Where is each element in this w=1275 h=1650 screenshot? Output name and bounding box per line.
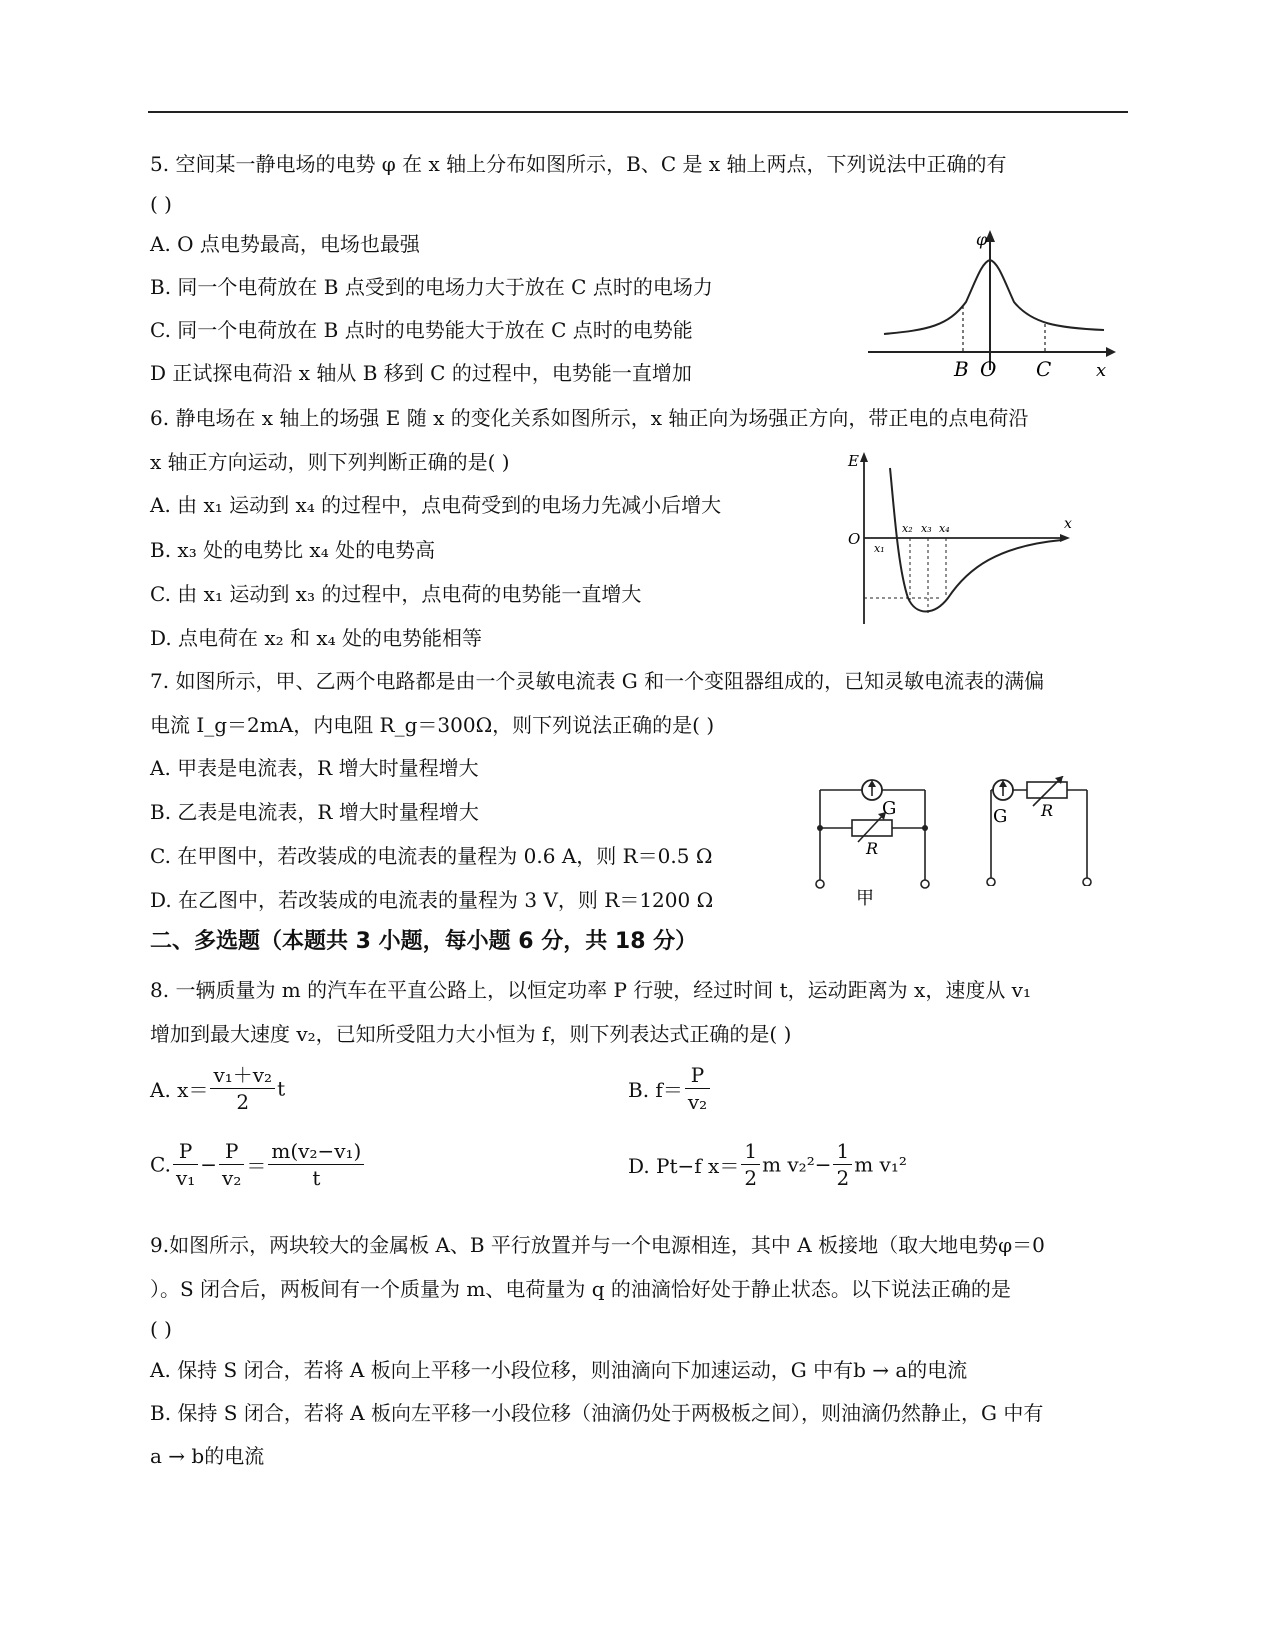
q8-d-suffix: m v₁² xyxy=(854,1152,907,1177)
q9-stem-line3: ( ) xyxy=(150,1317,172,1341)
q6-fig-o-label: O xyxy=(848,530,861,548)
q5-fig-o-label: O xyxy=(980,357,997,380)
q8-b-denominator: v₂ xyxy=(687,1090,708,1114)
q7-option-a: A. 甲表是电流表，R 增大时量程增大 xyxy=(150,756,479,780)
q7-jia-r-label: R xyxy=(866,839,879,858)
q9-stem-line1: 9.如图所示，两块较大的金属板 A、B 平行放置并与一个电源相连，其中 A 板接地（取大地电势φ＝0 xyxy=(150,1233,1045,1257)
q8-d-prefix: D. Pt−f x＝ xyxy=(628,1154,740,1178)
q8-c-fraction-1 xyxy=(173,1138,198,1191)
q5-option-c: C. 同一个电荷放在 B 点时的电势能大于放在 C 点时的电势能 xyxy=(150,318,693,342)
q6-stem-line2: x 轴正方向运动，则下列判断正确的是( ) xyxy=(150,450,510,474)
q7-circuit-yi xyxy=(975,776,1115,890)
q8-b-numerator: P xyxy=(685,1062,710,1089)
q6-option-b: B. x₃ 处的电势比 x₄ 处的电势高 xyxy=(150,538,436,562)
q6-option-d: D. 点电荷在 x₂ 和 x₄ 处的电势能相等 xyxy=(150,626,483,650)
q6-stem-line1: 6. 静电场在 x 轴上的场强 E 随 x 的变化关系如图所示，x 轴正向为场强正方向，带正电的点电荷沿 xyxy=(150,406,1029,430)
q8-c-numerator-1: P xyxy=(173,1138,198,1165)
q8-a-fraction xyxy=(210,1062,275,1115)
q7-yi-g-label: G xyxy=(993,806,1008,827)
q8-c-fraction-3 xyxy=(268,1138,364,1191)
q5-stem-line2: ( ) xyxy=(150,192,172,216)
q5-option-a: A. O 点电势最高，电场也最强 xyxy=(150,232,420,256)
q5-fig-c-label: C xyxy=(1036,357,1052,380)
q8-a-denominator: 2 xyxy=(236,1090,250,1114)
q5-fig-b-label: B xyxy=(954,357,969,380)
q7-jia-caption: 甲 xyxy=(856,888,874,906)
q5-option-d: D 正试探电荷沿 x 轴从 B 移到 C 的过程中，电势能一直增加 xyxy=(150,361,692,385)
q8-d-denominator-1: 2 xyxy=(744,1166,758,1190)
q6-option-c: C. 由 x₁ 运动到 x₃ 的过程中，点电荷的电势能一直增大 xyxy=(150,582,642,606)
q8-option-a xyxy=(150,1062,285,1115)
q8-c-minus: − xyxy=(200,1152,218,1177)
q8-c-equals: ＝ xyxy=(246,1154,267,1178)
q6-option-a: A. 由 x₁ 运动到 x₄ 的过程中，点电荷受到的电场力先减小后增大 xyxy=(150,493,722,517)
q8-c-denominator-2: v₂ xyxy=(222,1166,242,1190)
q8-b-prefix: B. f＝ xyxy=(628,1078,683,1102)
q7-option-d: D. 在乙图中，若改装成的电流表的量程为 3 V，则 R＝1200 Ω xyxy=(150,888,714,912)
q8-stem-line1: 8. 一辆质量为 m 的汽车在平直公路上，以恒定功率 P 行驶，经过时间 t，运动距离为 x，速度从 v₁ xyxy=(150,978,1031,1002)
q8-stem-line2: 增加到最大速度 v₂，已知所受阻力大小恒为 f，则下列表达式正确的是( ) xyxy=(150,1022,792,1046)
q7-jia-g-label: G xyxy=(882,798,897,819)
q7-option-b: B. 乙表是电流表，R 增大时量程增大 xyxy=(150,800,479,824)
q8-c-prefix: C. xyxy=(150,1152,171,1177)
q8-c-numerator-2: P xyxy=(219,1138,244,1165)
q9-option-a: A. 保持 S 闭合，若将 A 板向上平移一小段位移，则油滴向下加速运动，G 中有b → a的电流 xyxy=(150,1358,968,1382)
q8-c-denominator-3: t xyxy=(312,1166,321,1190)
q8-a-suffix: t xyxy=(277,1076,286,1101)
q8-d-numerator-1: 1 xyxy=(741,1138,760,1165)
q6-fig-x4-label: x₄ xyxy=(939,522,950,535)
q7-stem-line2: 电流 I_g＝2mA，内电阻 R_g＝300Ω，则下列说法正确的是( ) xyxy=(150,713,715,737)
header-rule xyxy=(148,111,1128,113)
q9-option-b-line1: B. 保持 S 闭合，若将 A 板向左平移一小段位移（油滴仍处于两极板之间），则油滴仍然静止，G 中有 xyxy=(150,1401,1044,1425)
q8-d-middle: m v₂²− xyxy=(762,1152,832,1177)
q6-field-figure xyxy=(838,448,1078,632)
q8-d-denominator-2: 2 xyxy=(836,1166,850,1190)
q8-d-numerator-2: 1 xyxy=(833,1138,852,1165)
q5-fig-phi-label: φ xyxy=(976,230,988,249)
q7-yi-r-label: R xyxy=(1041,801,1054,820)
q6-fig-x3-label: x₃ xyxy=(921,522,932,535)
q8-option-b xyxy=(628,1062,712,1115)
q8-a-numerator: v₁＋v₂ xyxy=(210,1062,275,1089)
q9-stem-line2: ）。S 闭合后，两板间有一个质量为 m、电荷量为 q 的油滴恰好处于静止状态。以下说法正确的是 xyxy=(150,1277,1011,1301)
q6-fig-x2-label: x₂ xyxy=(902,522,913,535)
q8-c-fraction-2 xyxy=(219,1138,244,1191)
q8-c-denominator-1: v₁ xyxy=(175,1166,196,1190)
q8-c-numerator-3: m(v₂−v₁) xyxy=(268,1138,364,1165)
q8-d-fraction-2 xyxy=(833,1138,852,1191)
section-2-heading: 二、多选题（本题共 3 小题，每小题 6 分，共 18 分） xyxy=(150,929,698,954)
q7-option-c: C. 在甲图中，若改装成的电流表的量程为 0.6 A，则 R＝0.5 Ω xyxy=(150,844,713,868)
q7-stem-line1: 7. 如图所示，甲、乙两个电路都是由一个灵敏电流表 G 和一个变阻器组成的，已知灵敏电流表的满偏 xyxy=(150,669,1045,693)
q8-option-c xyxy=(150,1138,366,1191)
q5-potential-figure xyxy=(868,230,1118,384)
q5-stem-line1: 5. 空间某一静电场的电势 φ 在 x 轴上分布如图所示，B、C 是 x 轴上两点，下列说法中正确的有 xyxy=(150,152,1007,176)
q5-option-b: B. 同一个电荷放在 B 点受到的电场力大于放在 C 点时的电场力 xyxy=(150,275,713,299)
q6-fig-x-label: x xyxy=(1064,516,1072,532)
q5-fig-x-label: x xyxy=(1096,360,1107,380)
q6-fig-e-label: E xyxy=(848,452,859,470)
q9-option-b-line2: a → b的电流 xyxy=(150,1444,265,1468)
q6-fig-x1-label: x₁ xyxy=(874,542,885,555)
q8-option-d xyxy=(628,1138,907,1191)
q7-circuit-jia xyxy=(800,776,950,910)
q8-b-fraction xyxy=(685,1062,710,1115)
q8-a-prefix: A. x＝ xyxy=(150,1078,209,1102)
q8-d-fraction-1 xyxy=(741,1138,760,1191)
